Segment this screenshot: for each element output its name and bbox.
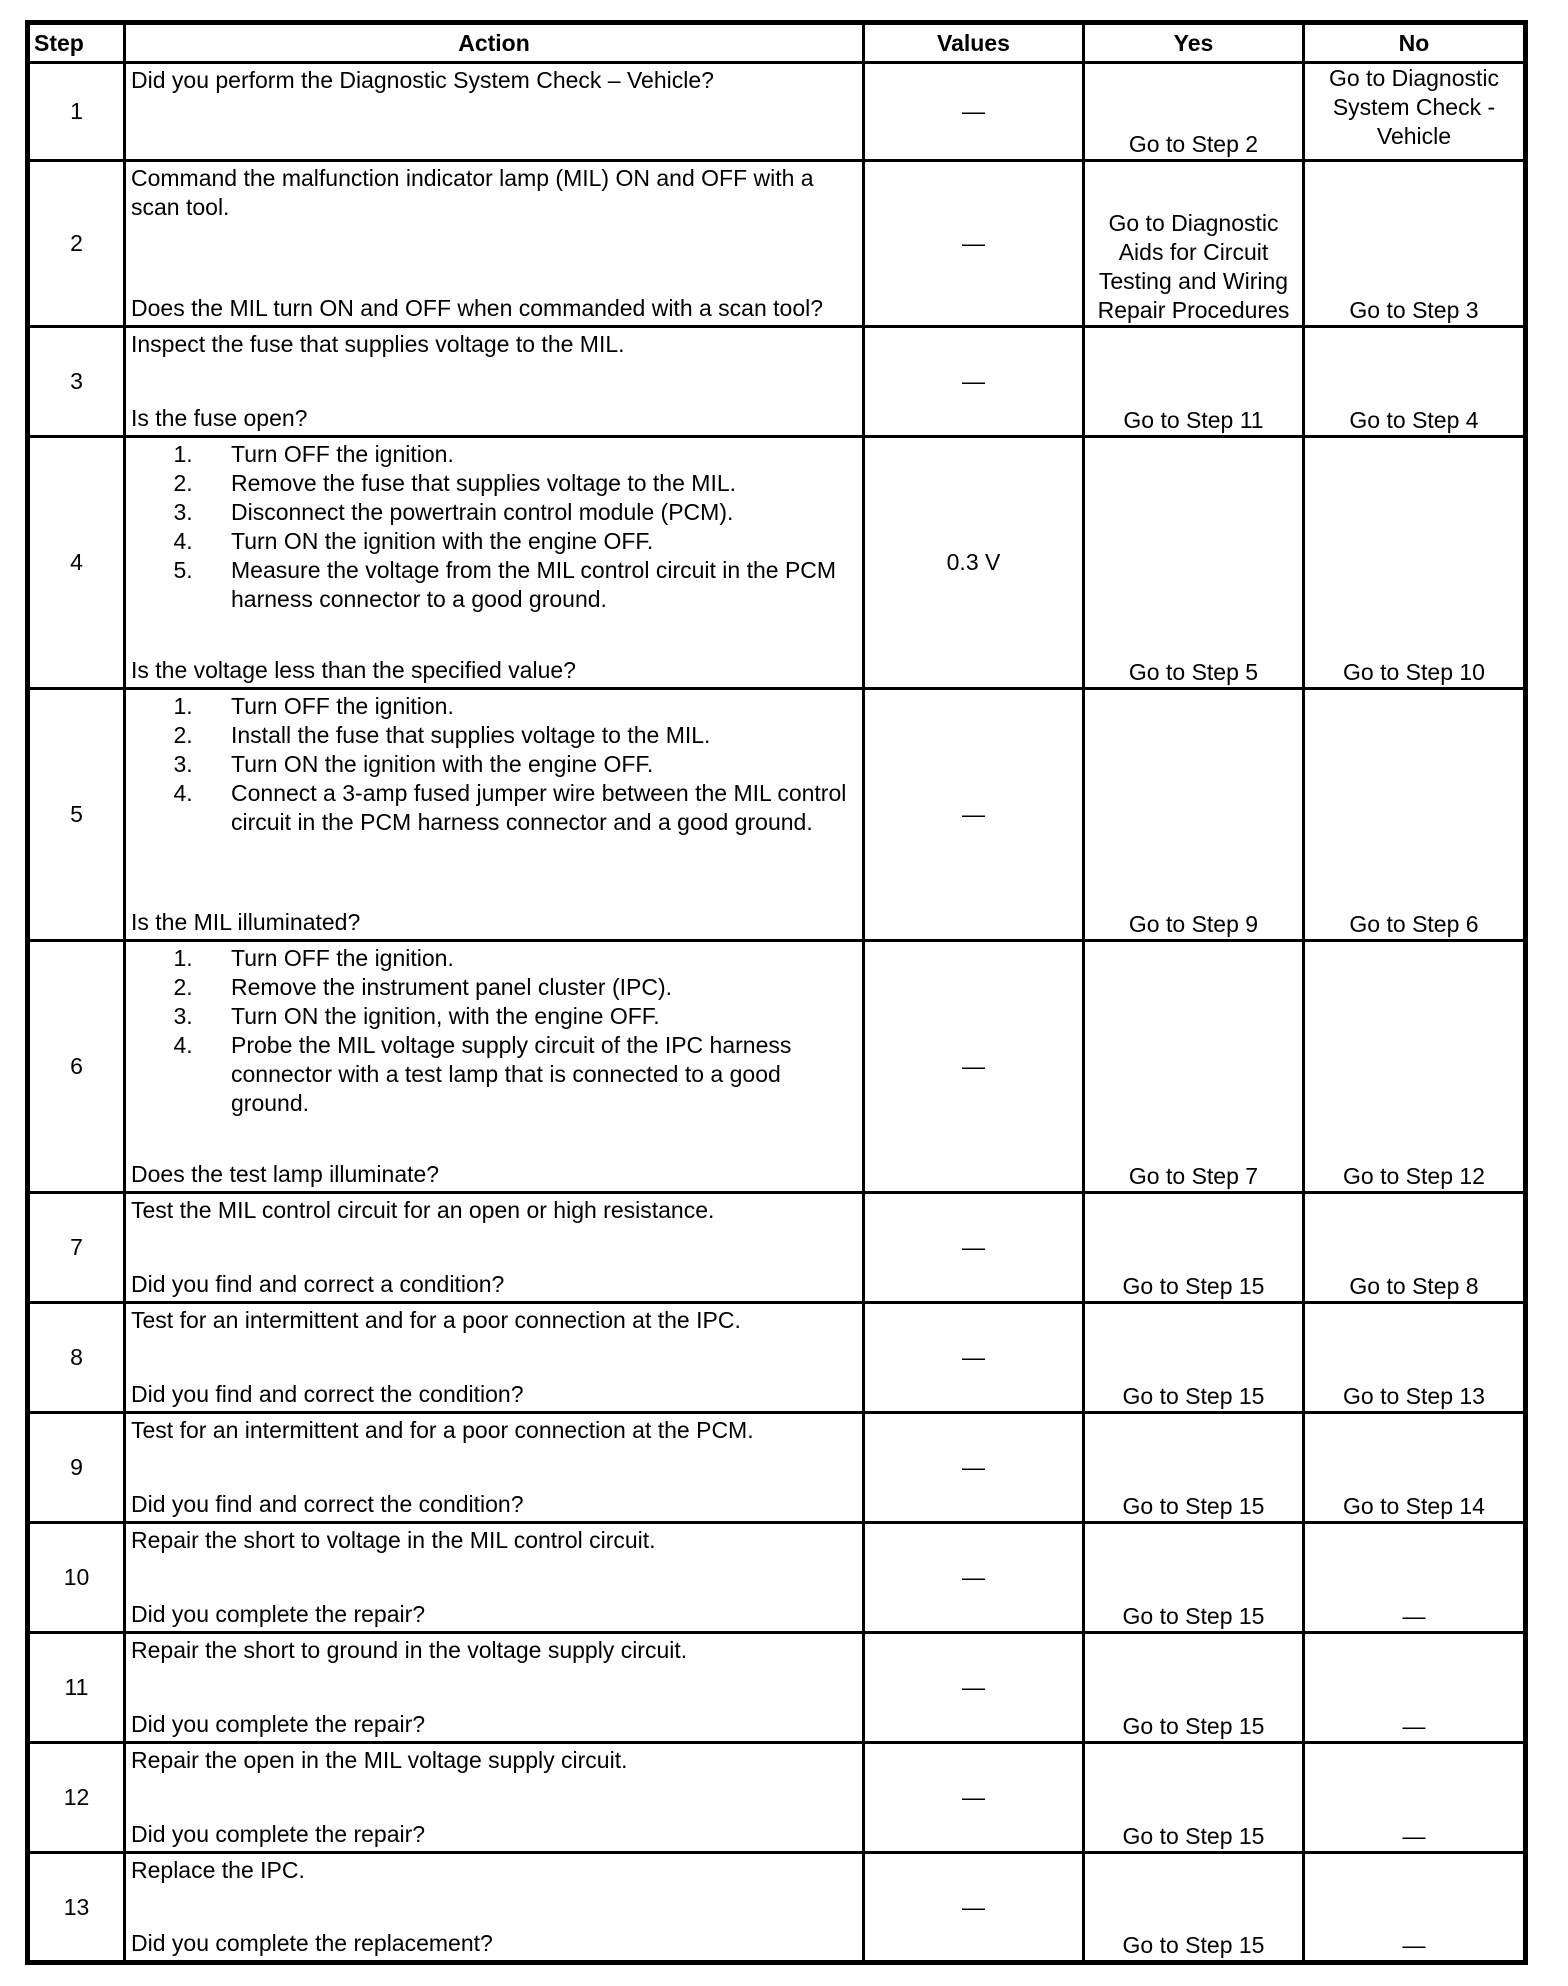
table-row — [28, 1743, 1526, 1853]
action-step-item: 1. Turn OFF the ignition. — [231, 692, 854, 721]
action-question: Did you complete the repair? — [131, 1711, 426, 1737]
action-top: Did you perform the Diagnostic System Check – Vehicle? — [131, 67, 714, 93]
value-cell: — — [864, 1193, 1084, 1303]
yes-cell: Go to Step 11 — [1084, 327, 1304, 437]
yes-cell: Go to Step 15 — [1084, 1523, 1304, 1633]
action-steps-list — [131, 692, 854, 837]
table-row — [28, 1853, 1526, 1963]
table-row — [28, 1523, 1526, 1633]
no-cell: Go to Step 3 — [1304, 161, 1526, 327]
header-values: Values — [864, 23, 1084, 63]
no-cell: Go to Step 12 — [1304, 941, 1526, 1193]
no-cell: — — [1304, 1853, 1526, 1963]
action-top: Repair the short to ground in the voltage supply circuit. — [131, 1637, 688, 1663]
value-cell: — — [864, 1743, 1084, 1853]
value-cell: — — [864, 1853, 1084, 1963]
action-steps-list — [131, 944, 854, 1118]
action-cell — [125, 437, 864, 689]
no-cell: — — [1304, 1633, 1526, 1743]
table-row — [28, 1193, 1526, 1303]
action-question: Did you find and correct a condition? — [131, 1271, 505, 1297]
action-cell — [125, 1743, 864, 1853]
action-question: Did you find and correct the condition? — [131, 1381, 524, 1407]
action-cell — [125, 1633, 864, 1743]
action-step-item: 3. Disconnect the powertrain control module (PCM). — [231, 498, 854, 527]
action-top — [131, 944, 854, 1118]
yes-cell: Go to Step 7 — [1084, 941, 1304, 1193]
table-row — [28, 1633, 1526, 1743]
action-top — [131, 692, 854, 837]
action-cell — [125, 1303, 864, 1413]
no-cell: Go to Step 14 — [1304, 1413, 1526, 1523]
yes-cell: Go to Step 9 — [1084, 689, 1304, 941]
step-number: 9 — [28, 1413, 125, 1523]
value-cell: — — [864, 1633, 1084, 1743]
step-number: 2 — [28, 161, 125, 327]
no-cell: — — [1304, 1523, 1526, 1633]
no-cell: Go to Step 4 — [1304, 327, 1526, 437]
step-number: 11 — [28, 1633, 125, 1743]
action-top: Test for an intermittent and for a poor connection at the IPC. — [131, 1307, 741, 1333]
action-question: Is the voltage less than the specified value? — [131, 657, 576, 683]
step-number: 5 — [28, 689, 125, 941]
table-header-row — [28, 23, 1526, 63]
value-cell: — — [864, 161, 1084, 327]
table-row — [28, 63, 1526, 161]
action-step-item: 5. Measure the voltage from the MIL control circuit in the PCM harness connector to a good ground. — [231, 556, 854, 614]
header-action: Action — [125, 23, 864, 63]
table-row — [28, 437, 1526, 689]
yes-cell: Go to Step 15 — [1084, 1853, 1304, 1963]
action-cell — [125, 1193, 864, 1303]
action-top: Command the malfunction indicator lamp (MIL) ON and OFF with a scan tool. — [131, 165, 814, 220]
action-cell — [125, 63, 864, 161]
action-question: Did you find and correct the condition? — [131, 1491, 524, 1517]
value-cell: — — [864, 941, 1084, 1193]
action-cell — [125, 1853, 864, 1963]
action-question: Is the fuse open? — [131, 405, 308, 431]
action-step-item: 3. Turn ON the ignition with the engine OFF. — [231, 750, 854, 779]
action-question: Does the test lamp illuminate? — [131, 1161, 440, 1187]
table-row — [28, 161, 1526, 327]
action-cell — [125, 941, 864, 1193]
header-step: Step — [28, 23, 125, 63]
diagnostic-table — [25, 20, 1528, 1965]
table-row — [28, 689, 1526, 941]
value-cell: — — [864, 1303, 1084, 1413]
action-question: Is the MIL illuminated? — [131, 909, 361, 935]
value-cell: — — [864, 63, 1084, 161]
yes-cell: Go to Step 15 — [1084, 1193, 1304, 1303]
value-cell: — — [864, 1523, 1084, 1633]
action-cell — [125, 161, 864, 327]
yes-cell: Go to Step 2 — [1084, 63, 1304, 161]
action-step-item: 2. Remove the fuse that supplies voltage to the MIL. — [231, 469, 854, 498]
action-step-item: 2. Install the fuse that supplies voltage to the MIL. — [231, 721, 854, 750]
action-top: Repair the short to voltage in the MIL control circuit. — [131, 1527, 656, 1553]
step-number: 10 — [28, 1523, 125, 1633]
action-question: Did you complete the repair? — [131, 1821, 426, 1847]
yes-cell: Go to Step 15 — [1084, 1413, 1304, 1523]
no-cell: Go to Step 10 — [1304, 437, 1526, 689]
action-top: Test for an intermittent and for a poor connection at the PCM. — [131, 1417, 754, 1443]
yes-cell: Go to Step 15 — [1084, 1743, 1304, 1853]
table-row — [28, 1303, 1526, 1413]
action-top: Inspect the fuse that supplies voltage to the MIL. — [131, 331, 625, 357]
step-number: 12 — [28, 1743, 125, 1853]
step-number: 6 — [28, 941, 125, 1193]
step-number: 13 — [28, 1853, 125, 1963]
no-cell: Go to Step 13 — [1304, 1303, 1526, 1413]
action-cell — [125, 327, 864, 437]
action-step-item: 4. Connect a 3-amp fused jumper wire between the MIL control circuit in the PCM harness connector and a good ground. — [231, 779, 854, 837]
yes-cell: Go to Step 15 — [1084, 1633, 1304, 1743]
action-step-item: 1. Turn OFF the ignition. — [231, 944, 854, 973]
no-cell: Go to Step 8 — [1304, 1193, 1526, 1303]
yes-cell: Go to Diagnostic Aids for Circuit Testing and Wiring Repair Procedures — [1084, 161, 1304, 327]
action-step-item: 2. Remove the instrument panel cluster (IPC). — [231, 973, 854, 1002]
value-cell: — — [864, 689, 1084, 941]
step-number: 7 — [28, 1193, 125, 1303]
action-cell — [125, 1523, 864, 1633]
step-number: 4 — [28, 437, 125, 689]
table-row — [28, 941, 1526, 1193]
header-yes: Yes — [1084, 23, 1304, 63]
no-cell: — — [1304, 1743, 1526, 1853]
step-number: 8 — [28, 1303, 125, 1413]
yes-cell: Go to Step 5 — [1084, 437, 1304, 689]
action-question: Did you complete the replacement? — [131, 1930, 493, 1956]
action-top — [131, 440, 854, 614]
action-cell — [125, 1413, 864, 1523]
action-step-item: 4. Probe the MIL voltage supply circuit of the IPC harness connector with a test lamp that is connected to a good ground. — [231, 1031, 854, 1118]
table-row — [28, 1413, 1526, 1523]
value-cell: 0.3 V — [864, 437, 1084, 689]
action-question: Does the MIL turn ON and OFF when commanded with a scan tool? — [131, 295, 824, 321]
action-steps-list — [131, 440, 854, 614]
no-cell: Go to Diagnostic System Check - Vehicle — [1304, 63, 1526, 161]
step-number: 3 — [28, 327, 125, 437]
action-top: Repair the open in the MIL voltage supply circuit. — [131, 1747, 628, 1773]
action-step-item: 3. Turn ON the ignition, with the engine OFF. — [231, 1002, 854, 1031]
value-cell: — — [864, 327, 1084, 437]
action-question: Did you complete the repair? — [131, 1601, 426, 1627]
yes-cell: Go to Step 15 — [1084, 1303, 1304, 1413]
action-cell — [125, 689, 864, 941]
action-top: Test the MIL control circuit for an open or high resistance. — [131, 1197, 715, 1223]
header-no: No — [1304, 23, 1526, 63]
step-number: 1 — [28, 63, 125, 161]
table-row — [28, 327, 1526, 437]
value-cell: — — [864, 1413, 1084, 1523]
no-cell: Go to Step 6 — [1304, 689, 1526, 941]
action-step-item: 1. Turn OFF the ignition. — [231, 440, 854, 469]
action-top: Replace the IPC. — [131, 1857, 305, 1883]
action-step-item: 4. Turn ON the ignition with the engine OFF. — [231, 527, 854, 556]
